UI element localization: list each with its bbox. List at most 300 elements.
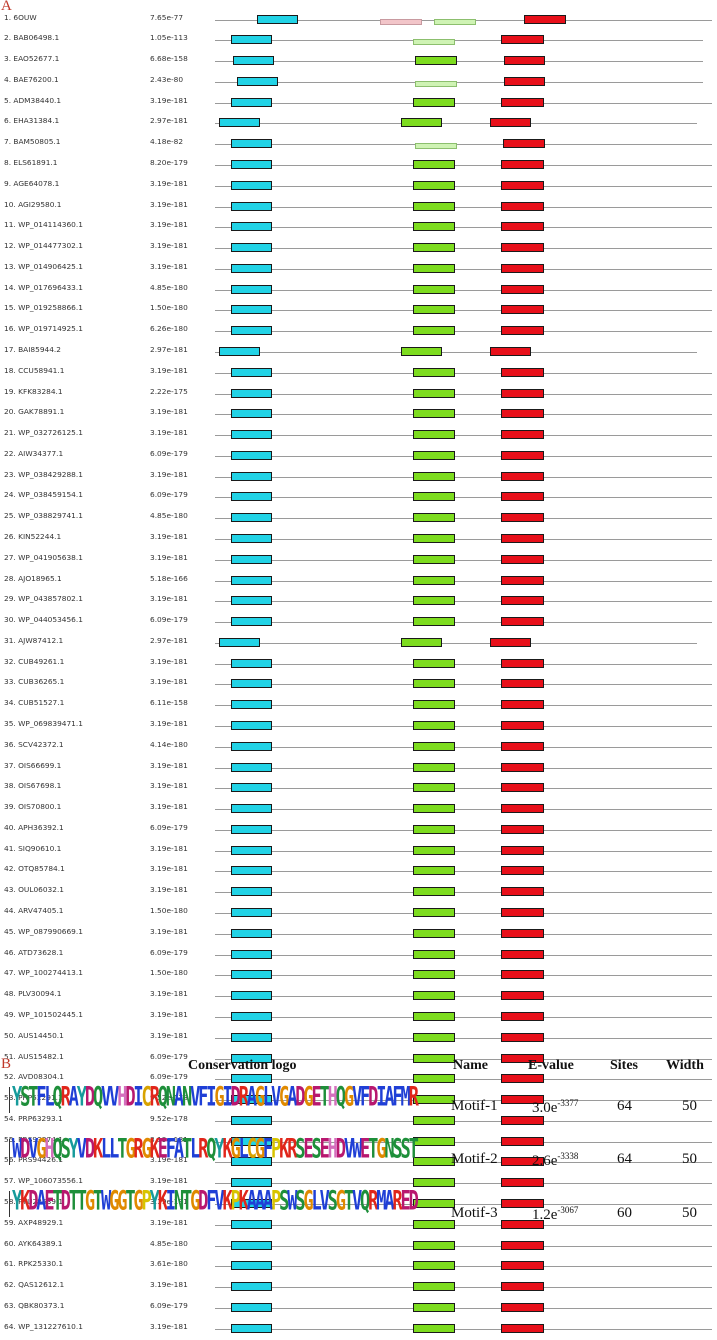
motif-2-block [413,908,455,917]
motif-1-block [231,846,272,855]
motif-3-block [501,451,544,460]
motif-3-block [501,866,544,875]
motif-2-block [413,825,455,834]
motif-1-block [231,970,272,979]
motif-2-logo-letters: WDVGHQSYVDKLLTGRGKEFATLRQYKGLCGFPKRSESEHDVWETGNSST [12,1134,417,1165]
sequence-evalue: 6.09e-179 [150,448,188,458]
sequence-evalue: 3.19e-181 [150,989,188,999]
motif-2-block [413,1282,455,1291]
sequence-label: 27. WP_041905638.1 [4,552,83,562]
motif-1-block [231,98,272,107]
motif-3-block [501,534,544,543]
motif-3-logo-letters: YKDAETDTTGTWGGTGPYKINTGDFVKPKAAAPSWSGLVSGTVQRMARED [12,1186,417,1217]
sequence-evalue: 3.19e-181 [150,365,188,375]
motif-3-block [501,1261,544,1270]
sequence-track [215,1308,712,1309]
motif-1-block [231,243,272,252]
sequence-evalue: 3.19e-181 [150,885,188,895]
sequence-evalue: 3.19e-181 [150,760,188,770]
motif-1-block [219,347,260,356]
sequence-track [215,768,712,769]
motif-1-block [231,451,272,460]
motif-1-block [231,700,272,709]
motif-1-block [231,950,272,959]
motif-2-name: Motif-2 [451,1151,498,1167]
sequence-label: 41. SIQ90610.1 [4,843,62,853]
motif-3-block [501,160,544,169]
motif-3-block [501,202,544,211]
motif-1-block [231,908,272,917]
sequence-label: 53. PRP52291.1 [4,1093,63,1103]
sequence-label: 63. QBK80373.1 [4,1300,65,1310]
motif-3-block [501,659,544,668]
sequence-track [215,1246,712,1247]
motif-2-block [413,804,455,813]
sequence-evalue: 3.19e-181 [150,656,188,666]
motif-3-block [501,825,544,834]
motif-2-block [413,721,455,730]
sequence-row [0,778,717,799]
sequence-evalue: 3.19e-181 [150,781,188,791]
motif-3-block [501,368,544,377]
sequence-evalue: 7.65e-77 [150,12,184,22]
sequence-track [215,581,712,582]
motif-2-block [413,513,455,522]
sequence-track [215,248,712,249]
sequence-row [0,591,717,612]
motif-1-block [231,1282,272,1291]
sequence-track [215,934,712,935]
sequence-track [215,955,712,956]
sequence-label: 51. AUS15482.1 [4,1051,64,1061]
motif-1-block [231,139,272,148]
sequence-row [0,820,717,841]
sequence-evalue: 3.19e-181 [150,1009,188,1019]
sequence-evalue: 2.43e-80 [150,74,184,84]
motif-3-name: Motif-3 [451,1205,498,1221]
sequence-row [0,903,717,924]
sequence-row [0,1028,717,1049]
sequence-row [0,321,717,342]
motif-2-block [413,887,455,896]
motif-3-block [501,887,544,896]
sequence-row [0,1277,717,1298]
sequence-label: 45. WP_087990669.1 [4,926,83,936]
motif-2-block [413,576,455,585]
motif-2-block [413,950,455,959]
motif-1-block [231,742,272,751]
motif-1-block [233,56,274,65]
sequence-row [0,1319,717,1340]
sequence-evalue: 3.19e-181 [150,802,188,812]
sequence-track [215,435,712,436]
header-sites: Sites [610,1058,638,1073]
motif-3-block [501,389,544,398]
sequence-label: 38. OIS67698.1 [4,781,62,791]
motif-1-block [231,368,272,377]
motif-2-block [401,638,442,647]
sequence-evalue: 6.68e-158 [150,54,188,64]
sequence-evalue: 4.14e-180 [150,739,188,749]
sequence-evalue: 3.19e-181 [150,261,188,271]
motif-3-block [501,679,544,688]
sequence-track [215,892,712,893]
motif-2-block [413,264,455,273]
motif-1-block [231,1033,272,1042]
panel-label-b: B [1,1056,12,1072]
sequence-evalue: 1.50e-180 [150,968,188,978]
sequence-label: 64. WP_131227610.1 [4,1321,83,1331]
motif-1-block [231,721,272,730]
sequence-label: 25. WP_038829741.1 [4,511,83,521]
sequence-label: 52. AVD08304.1 [4,1072,64,1082]
motif-2-logo [4,1134,417,1167]
sequence-row [0,841,717,862]
sequence-track [215,186,712,187]
sequence-row [0,529,717,550]
sequence-evalue: 3.19e-181 [150,552,188,562]
sequence-evalue: 4.85e-180 [150,1238,188,1248]
sequence-track [215,1287,712,1288]
sequence-label: 13. WP_014906425.1 [4,261,83,271]
sequence-label: 34. CUB51527.1 [4,698,65,708]
sequence-track [215,82,703,83]
sequence-evalue: 3.19e-181 [150,532,188,541]
sequence-evalue: 3.19e-181 [150,719,188,729]
motif-3-block [501,783,544,792]
sequence-evalue: 6.09e-179 [150,1072,188,1082]
sequence-row [0,51,717,72]
sequence-track [215,123,697,124]
motif-1-block [231,596,272,605]
motif-1-block [231,326,272,335]
sequence-track [215,622,712,623]
sequence-label: 7. BAM50805.1 [4,137,61,147]
motif-3-width: 50 [682,1205,697,1221]
motif-2-weak-block [415,143,457,149]
sequence-row [0,10,717,31]
motif-1-block [231,35,272,44]
motif-1-block [231,1012,272,1021]
motif-3-block [490,118,531,127]
motif-1-block [219,638,260,647]
motif-2-block [413,991,455,1000]
motif-1-block [231,679,272,688]
sequence-track [215,352,697,353]
sequence-track [215,809,712,810]
motif-2-block [413,679,455,688]
motif-3-block [501,1324,544,1333]
sequence-label: 10. AGI29580.1 [4,199,62,209]
sequence-label: 14. WP_017696433.1 [4,282,83,292]
sequence-evalue: 3.19e-181 [150,1155,188,1165]
sequence-evalue: 3.19e-181 [150,95,188,105]
sequence-evalue: 3.19e-181 [150,428,188,438]
sequence-evalue: 6.09e-179 [150,615,188,625]
motif-2-block [415,56,457,65]
sequence-label: 57. WP_106073556.1 [4,1176,83,1186]
sequence-track [215,560,712,561]
motif-1-block [231,825,272,834]
sequence-label: 23. WP_038429288.1 [4,469,83,479]
motif-2-block [413,1012,455,1021]
sequence-evalue: 1.50e-180 [150,906,188,916]
sequence-label: 24. WP_038459154.1 [4,490,83,500]
sequence-evalue: 4.85e-180 [150,282,188,292]
sequence-track [215,684,712,685]
sequence-evalue: 2.97e-181 [150,635,188,645]
sequence-row [0,945,717,966]
motif-3-block [490,347,531,356]
sequence-label: 19. KFK83284.1 [4,386,63,396]
sequence-track [215,851,712,852]
sequence-row [0,1007,717,1028]
sequence-row [0,1256,717,1277]
sequence-evalue: 6.11e-158 [150,698,188,708]
motif-2-block [413,929,455,938]
motif-2-block [413,202,455,211]
sequence-evalue: 3.19e-181 [150,1030,188,1040]
sequence-track [215,539,712,540]
sequence-evalue: 6.09e-179 [150,1051,188,1061]
sequence-label: 44. ARV47405.1 [4,906,64,916]
motif-2-block [413,763,455,772]
motif-1-block [231,929,272,938]
sequence-row [0,176,717,197]
motif-3-block [501,929,544,938]
motif-3-block [501,430,544,439]
sequence-evalue: 6.09e-179 [150,822,188,832]
motif-1-block [231,534,272,543]
motif-3-block [503,139,545,148]
motif-3-block [524,15,566,24]
panel-label-a: A [1,0,12,14]
motif-1-block [231,222,272,231]
motif-3-block [501,804,544,813]
motif-3-block [501,98,544,107]
motif-1-block [231,617,272,626]
sequence-row [0,695,717,716]
motif-3-block [501,596,544,605]
sequence-label: 15. WP_019258866.1 [4,303,83,313]
sequence-label: 59. AXP48929.1 [4,1217,64,1227]
sequence-evalue: 3.19e-181 [150,1134,188,1144]
sequence-row [0,882,717,903]
sequence-label: 5. ADM38440.1 [4,95,62,105]
motif-3-block [501,326,544,335]
motif-1-block [219,118,260,127]
sequence-label: 22. AIW34377.1 [4,448,64,458]
motif-3-block [504,56,545,65]
motif-1-block [237,77,278,86]
motif-2-block [413,305,455,314]
motif-3-block [501,305,544,314]
sequence-label: 61. RPK25330.1 [4,1259,64,1269]
sequence-track [215,601,712,602]
sequence-label: 62. QAS12612.1 [4,1280,65,1290]
sequence-row [0,716,717,737]
motif-3-block [501,409,544,418]
sequence-track [215,871,712,872]
motif-3-block [501,492,544,501]
motif-3-block [501,617,544,626]
motif-3-block [501,991,544,1000]
motif-1-width: 50 [682,1098,697,1114]
motif-2-weak-block [434,19,476,25]
sequence-track [215,1017,712,1018]
sequence-track [215,975,712,976]
motif-1-block [231,492,272,501]
sequence-evalue: 8.20e-179 [150,157,188,167]
sequence-label: 32. CUB49261.1 [4,656,65,666]
sequence-label: 40. APH36392.1 [4,822,64,832]
sequence-row [0,508,717,529]
motif-2-block [413,1033,455,1042]
sequence-row [0,217,717,238]
motif-3-block [501,970,544,979]
motif-1-block [231,804,272,813]
motif-3-block [501,1241,544,1250]
motif-2-block [401,118,442,127]
sequence-label: 56. PRS94426.1 [4,1155,63,1165]
sequence-row [0,425,717,446]
sequence-track [215,747,712,748]
motif-3-block [504,77,545,86]
sequence-evalue: 6.26e-180 [150,324,188,334]
sequence-row [0,965,717,986]
sequence-track [215,290,712,291]
sequence-label: 12. WP_014477302.1 [4,241,83,251]
motif-1-block [231,1241,272,1250]
sequence-label: 11. WP_014114360.1 [4,220,83,230]
header-width: Width [666,1058,704,1073]
sequence-label: 9. AGE64078.1 [4,178,60,188]
motif-2-block [413,326,455,335]
sequence-label: 20. GAK78891.1 [4,407,65,417]
sequence-evalue: 3.19e-181 [150,926,188,936]
sequence-evalue: 3.19e-181 [150,843,188,853]
motif-2-block [413,783,455,792]
motif-2-block [413,555,455,564]
sequence-label: 29. WP_043857802.1 [4,594,83,604]
motif-3-block [501,35,544,44]
motif-2-block [413,700,455,709]
sequence-label: 46. ATD73628.1 [4,947,64,957]
sequence-row [0,612,717,633]
sequence-label: 60. AYK64389.1 [4,1238,63,1248]
sequence-label: 28. AJO18965.1 [4,573,62,583]
sequence-evalue: 3.19e-181 [150,469,188,479]
motif-2-block [413,866,455,875]
sequence-row [0,1298,717,1319]
motif-3-block [501,555,544,564]
sequence-evalue: 3.19e-181 [150,241,188,251]
motif-2-block [413,409,455,418]
motif-3-block [501,1033,544,1042]
sequence-label: 47. WP_100274413.1 [4,968,83,978]
sequence-row [0,134,717,155]
sequence-row [0,924,717,945]
motif-2-sites: 64 [617,1151,632,1167]
sequence-track [215,788,712,789]
sequence-row [0,238,717,259]
sequence-row [0,404,717,425]
sequence-evalue: 3.19e-181 [150,1321,188,1331]
sequence-evalue: 3.19e-181 [150,1176,188,1186]
sequence-evalue: 6.09e-179 [150,947,188,957]
sequence-label: 50. AUS14450.1 [4,1030,64,1040]
motif-3-block [501,264,544,273]
sequence-track [215,227,712,228]
sequence-evalue: 3.19e-181 [150,199,188,209]
motif-3-block [501,576,544,585]
sequence-track [215,1266,712,1267]
sequence-track [215,726,712,727]
sequence-evalue: 9.52e-178 [150,1093,188,1103]
sequence-track [215,996,712,997]
sequence-row [0,72,717,93]
motif-3-block [501,181,544,190]
motif-2-block [413,534,455,543]
motif-3-block [501,846,544,855]
motif-2-block [413,389,455,398]
motif-1-block [231,181,272,190]
motif-2-block [413,285,455,294]
sequence-row [0,384,717,405]
sequence-row [0,986,717,1007]
motif-3-block [501,1282,544,1291]
motif-3-sites: 60 [617,1205,632,1221]
motif-3-evalue: $1.2e^{-3067}$ [532,1205,579,1223]
sequence-evalue: 3.19e-181 [150,864,188,874]
sequence-label: 36. SCV42372.1 [4,739,64,749]
sequence-row [0,633,717,654]
motif-1-block [231,659,272,668]
motif-1-block [231,389,272,398]
sequence-label: 4. BAE76200.1 [4,74,59,84]
sequence-evalue: 6.09e-179 [150,1300,188,1310]
sequence-evalue: 9.52e-178 [150,1113,188,1123]
motif-1-block [231,409,272,418]
sequence-label: 17. BAI85944.2 [4,344,61,354]
sequence-label: 31. AJW87412.1 [4,635,64,645]
sequence-track [215,61,703,62]
motif-2-block [413,659,455,668]
sequence-label: 6. EHA31384.1 [4,116,60,126]
sequence-row [0,446,717,467]
sequence-row [0,363,717,384]
motif-table-panel [0,1055,717,1241]
sequence-label: 18. CCU58941.1 [4,365,65,375]
motif-1-block [231,887,272,896]
sequence-track [215,310,712,311]
motif-3-block [501,285,544,294]
sequence-evalue: 3.19e-181 [150,1280,188,1290]
motif-2-block [413,451,455,460]
motif-1-block [257,15,298,24]
sequence-label: 43. OUL06032.1 [4,885,65,895]
motif-1-block [231,430,272,439]
motif-2-block [413,368,455,377]
sequence-track [215,414,712,415]
motif-1-block [231,576,272,585]
motif-1-block [231,472,272,481]
sequence-row [0,467,717,488]
sequence-label: 1. 6OUW [4,12,37,22]
motif-2-block [413,243,455,252]
sequence-track [215,518,712,519]
sequence-evalue: 5.18e-166 [150,573,188,583]
